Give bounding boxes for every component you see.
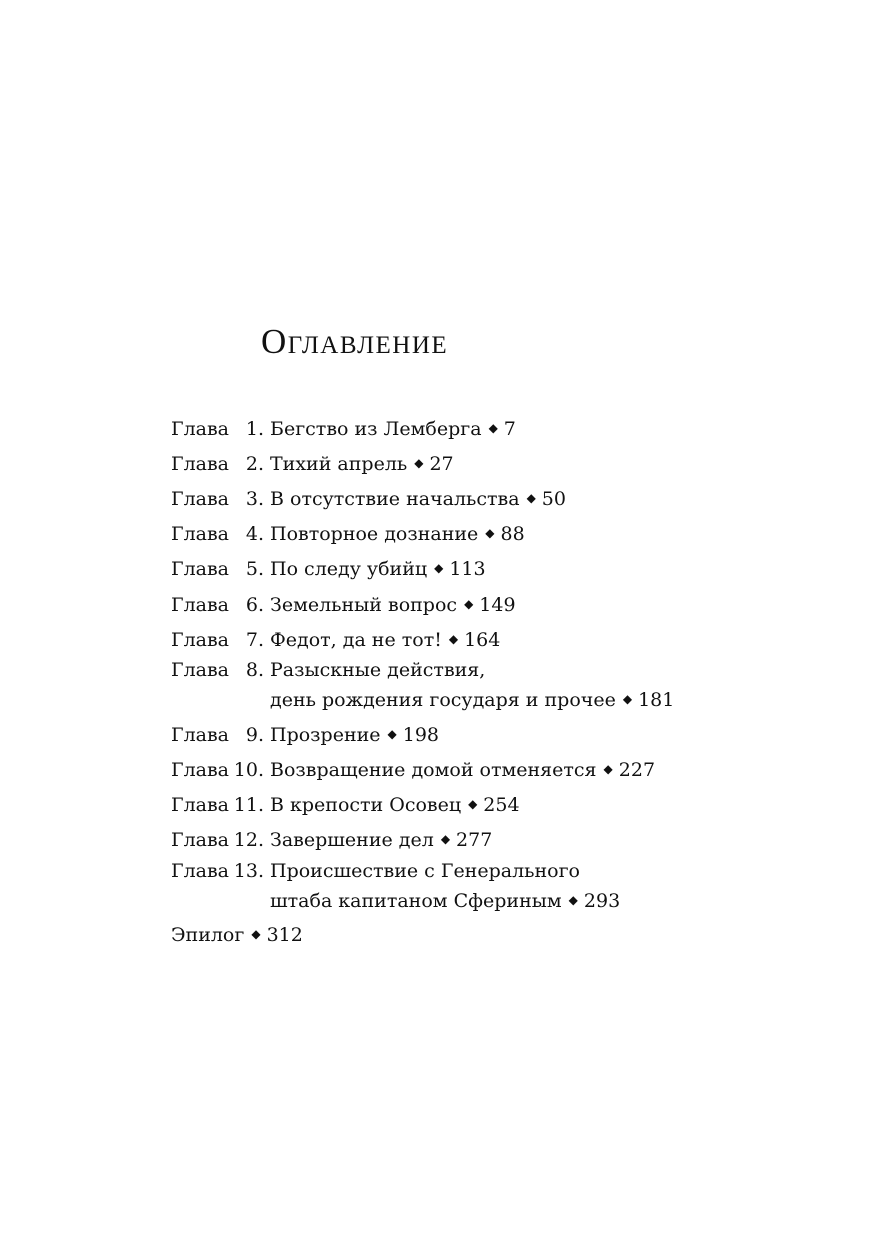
diamond-separator-icon: ◆: [568, 893, 578, 907]
chapter-number: 12.: [233, 829, 264, 851]
page-number: 181: [638, 689, 675, 711]
chapter-title-line: штаба капитаном Сфериным ◆ 293: [270, 886, 620, 918]
chapter-title-line: Возвращение домой отменяется ◆ 227: [270, 755, 655, 787]
chapter-label: Глава: [171, 794, 230, 816]
toc-entry: [171, 414, 516, 446]
page-number: 277: [456, 829, 493, 851]
chapter-title: [270, 519, 525, 551]
chapter-label: Глава: [171, 453, 230, 475]
diamond-separator-icon: ◆: [485, 526, 495, 540]
toc-title: Оглавление: [261, 322, 449, 361]
toc-entry-epilogue: [171, 920, 303, 952]
diamond-separator-icon: ◆: [251, 927, 261, 941]
chapter-title-line: Бегство из Лемберга ◆ 7: [270, 414, 516, 446]
page-number: 7: [503, 418, 516, 440]
chapter-title-line: Разыскные действия,: [270, 659, 486, 681]
chapter-title-line: Происшествие с Генерального: [270, 860, 580, 882]
chapter-number: 7.: [245, 629, 264, 651]
page-number: 227: [618, 759, 656, 781]
chapter-label: Глава: [171, 558, 230, 580]
diamond-separator-icon: ◆: [468, 797, 478, 811]
toc-entry: [171, 655, 674, 717]
chapter-label: Глава: [171, 659, 230, 681]
chapter-number: 2.: [245, 453, 264, 475]
chapter-title: [270, 655, 674, 717]
chapter-number: 5.: [245, 558, 264, 580]
chapter-label: Глава: [171, 594, 230, 616]
epilogue-label: Эпилог: [171, 924, 245, 946]
chapter-label: Глава: [171, 488, 230, 510]
chapter-label: Глава: [171, 418, 230, 440]
chapter-number: 9.: [245, 724, 264, 746]
page-number: 50: [541, 488, 566, 510]
page-number: 164: [464, 629, 501, 651]
page-number: 149: [479, 594, 516, 616]
diamond-separator-icon: ◆: [387, 727, 397, 741]
diamond-separator-icon: ◆: [526, 491, 536, 505]
page-number: 293: [583, 890, 621, 912]
toc-entry: [171, 484, 566, 516]
diamond-separator-icon: ◆: [448, 632, 459, 646]
chapter-number: 10.: [233, 759, 264, 781]
chapter-title-line: В отсутствие начальства ◆ 50: [270, 484, 566, 516]
page-number: 113: [449, 558, 486, 580]
chapter-title: [270, 625, 500, 657]
diamond-separator-icon: ◆: [464, 597, 474, 611]
chapter-title: [270, 856, 620, 918]
toc-entry: [171, 519, 525, 551]
chapter-title: [270, 414, 516, 446]
toc-entry: [171, 449, 454, 481]
chapter-label: Глава: [171, 724, 230, 746]
chapter-title: [270, 755, 655, 787]
chapter-title-line: По следу убийц ◆ 113: [270, 554, 486, 586]
toc-entry: [171, 755, 655, 787]
toc-entry: [171, 720, 439, 752]
diamond-separator-icon: ◆: [603, 762, 613, 776]
toc-entry: [171, 590, 516, 622]
chapter-title-line: Земельный вопрос ◆ 149: [270, 590, 516, 622]
chapter-title: [270, 590, 516, 622]
page-number: 88: [500, 523, 525, 545]
page-number: 198: [402, 724, 440, 746]
chapter-title-line: Завершение дел ◆ 277: [270, 825, 492, 857]
chapter-title: [270, 790, 520, 822]
diamond-separator-icon: ◆: [414, 456, 424, 470]
chapter-title: [270, 449, 454, 481]
toc-entry: [171, 625, 500, 657]
chapter-title-line: Прозрение ◆ 198: [270, 720, 439, 752]
chapter-title-line: Повторное дознание ◆ 88: [270, 519, 525, 551]
page-number: 312: [266, 924, 303, 946]
diamond-separator-icon: ◆: [488, 421, 498, 435]
chapter-label: Глава: [171, 759, 230, 781]
chapter-title-line: Тихий апрель ◆ 27: [270, 449, 454, 481]
chapter-number: 11.: [233, 794, 264, 816]
chapter-number: 1.: [245, 418, 264, 440]
chapter-title: [270, 554, 486, 586]
chapter-title: [270, 720, 439, 752]
chapter-number: 8.: [245, 659, 264, 681]
toc-entry: [171, 790, 520, 822]
chapter-number: 6.: [245, 594, 264, 616]
diamond-separator-icon: ◆: [622, 692, 633, 706]
chapter-title: [270, 825, 492, 857]
chapter-title: [270, 484, 566, 516]
chapter-label: Глава: [171, 629, 230, 651]
chapter-label: Глава: [171, 829, 230, 851]
chapter-label: Глава: [171, 523, 230, 545]
diamond-separator-icon: ◆: [434, 561, 444, 575]
page-number: 27: [429, 453, 454, 475]
toc-entry: [171, 554, 486, 586]
diamond-separator-icon: ◆: [440, 832, 451, 846]
chapter-title-line: Федот, да не тот! ◆ 164: [270, 625, 500, 657]
chapter-title-line: день рождения государя и прочее ◆ 181: [270, 685, 674, 717]
toc-entry: [171, 856, 620, 918]
chapter-title-line: В крепости Осовец ◆ 254: [270, 790, 520, 822]
chapter-number: 3.: [245, 488, 264, 510]
page-number: 254: [483, 794, 520, 816]
toc-entry: [171, 825, 492, 857]
chapter-number: 13.: [233, 860, 264, 882]
chapter-number: 4.: [245, 523, 264, 545]
chapter-label: Глава: [171, 860, 230, 882]
